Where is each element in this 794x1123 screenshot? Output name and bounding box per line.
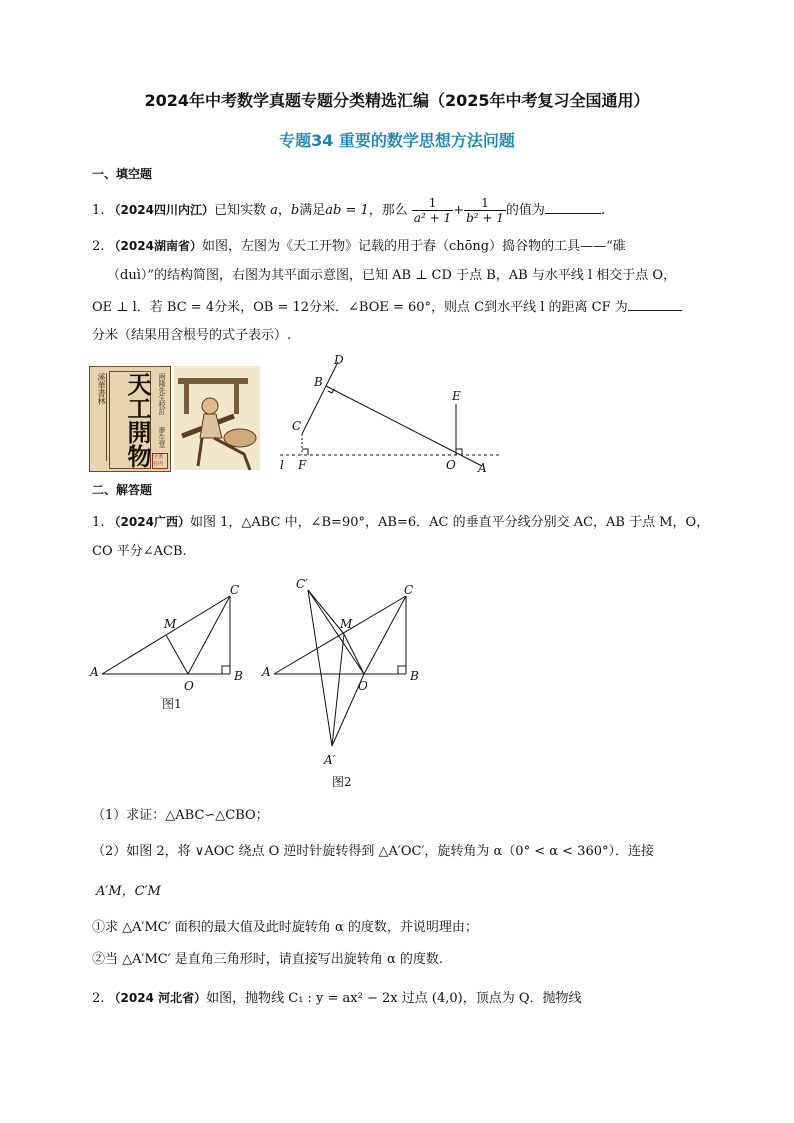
fig2-label-M: M (340, 617, 353, 631)
separator: ， (277, 203, 291, 218)
question-1-part-3: ①求 △A′MC′ 面积的最大值及此时旋转角 α 的度数，并说明理由； (92, 920, 478, 935)
fraction-denominator: a² + 1 (413, 211, 452, 225)
fig2-caption: 图2 (332, 775, 352, 789)
label-F: F (298, 458, 307, 472)
question-text: 如图，左图为《天工开物》记载的用于舂（chōng）捣谷物的工具——“碓 (201, 239, 626, 254)
question-number: 2. (92, 239, 105, 254)
plus-sign: + (453, 203, 465, 218)
figure-1-triangle (88, 580, 248, 716)
question-text: 如图，抛物线 C₁ : y = ax² − 2x 过点 (4,0)，顶点为 Q．抛物线 (206, 991, 582, 1006)
fig2-label-C: C (404, 583, 414, 597)
section-fill-blank-heading: 一、填空题 (92, 167, 153, 181)
variable-a: a (270, 203, 278, 218)
label-E: E (452, 389, 461, 403)
period: . (600, 203, 606, 218)
book-stamp: 全書在內 (152, 453, 168, 469)
topic-subtitle: 专题34 重要的数学思想方法问题 (279, 131, 515, 150)
fig2-label-A-prime: A′ (324, 753, 336, 767)
question-2-fill-line-1 (92, 236, 626, 257)
fraction-1 (412, 196, 453, 225)
pestle-worker-illustration (174, 366, 260, 470)
question-text: 已知实数 (213, 203, 266, 218)
fig1-label-A: A (90, 665, 99, 679)
figure-2-rotated-triangle (258, 574, 428, 790)
question-number: 1. (92, 515, 105, 530)
question-source: （2024四川内江） (108, 203, 214, 217)
fraction-denominator: b² + 1 (466, 211, 504, 225)
segment-OC (188, 596, 230, 674)
question-1-part-4: ②当 △A′MC′ 是直角三角形时，请直接写出旋转角 α 的度数. (92, 952, 443, 967)
label-O: O (446, 458, 456, 472)
book-side-right-top: 兩隆先生校訂 (158, 373, 166, 415)
condition: ab = 1 (325, 203, 369, 218)
question-text: ，那么 (368, 203, 408, 218)
question-1-part-2: （2）如图 2，将 ∨AOC 绕点 O 逆时针旋转得到 △A′OC′，旋转角为 α（0° < α < 360°）．连接 (92, 844, 654, 859)
segment-AC (274, 596, 406, 674)
segment-DC (302, 362, 338, 434)
label-A: A (478, 461, 487, 475)
fig1-label-C: C (230, 583, 240, 597)
segment-OC (364, 596, 406, 674)
segment-MO (166, 635, 188, 674)
question-number: 2. (92, 991, 105, 1006)
book-cover-title: 天工開物 (109, 371, 151, 469)
book-side-left: 溪華書林 (94, 373, 107, 461)
section-solution-heading: 二、解答题 (92, 483, 153, 497)
question-source: （2024 河北省） (108, 991, 207, 1005)
question-2-fill-line-3 (92, 296, 682, 318)
question-2-solution (92, 988, 582, 1009)
question-source: （2024湖南省） (108, 239, 202, 253)
question-1-fill (92, 196, 605, 225)
fig1-caption: 图1 (162, 697, 182, 711)
question-text: 满足 (299, 203, 326, 218)
question-1-solution-line-1 (92, 512, 709, 533)
answer-blank[interactable] (545, 199, 601, 214)
question-source: （2024广西） (108, 515, 190, 529)
document-title: 2024年中考数学真题专题分类精选汇编（2025年中考复习全国通用） (144, 91, 650, 110)
question-2-fill-line-2: （duì）”的结构简图，右图为其平面示意图，已知 AB ⊥ CD 于点 B，AB 与水平线 l 相交于点 O， (107, 268, 677, 283)
fraction-numerator: 1 (464, 196, 506, 211)
tool-geometry-diagram (270, 352, 500, 476)
fig2-label-A: A (262, 665, 271, 679)
right-angle-B (398, 666, 406, 674)
fig1-label-B: B (234, 669, 243, 683)
fig2-label-B: B (410, 669, 419, 683)
answer-blank[interactable] (628, 296, 682, 311)
question-text: 如图 1，△ABC 中，∠B=90°，AB=6．AC 的垂直平分线分别交 AC，AB 于点 M，O， (189, 515, 710, 530)
fraction-2 (464, 196, 506, 225)
question-1-solution-line-2: CO 平分∠ACB. (92, 544, 187, 559)
segment-C1O (308, 590, 364, 674)
question-1-part-1: （1）求证：△ABC∽△CBO； (92, 808, 269, 823)
question-2-fill-line-4: 分米（结果用含根号的式子表示）. (92, 328, 292, 343)
question-text: OE ⊥ l．若 BC = 4分米，OB = 12分米．∠BOE = 60°，则点 C到水平线 l 的距离 CF 为 (92, 300, 628, 315)
fraction-numerator: 1 (412, 196, 453, 211)
book-side-right-bottom: 夢生堂 (158, 427, 166, 448)
book-cover-image (89, 366, 171, 472)
right-angle-B (222, 666, 230, 674)
right-angle-F (302, 449, 308, 455)
question-text: 的值为 (505, 203, 545, 218)
variable-b: b (290, 203, 300, 218)
label-C: C (292, 419, 302, 433)
label-l: l (280, 458, 284, 472)
question-number: 1. (92, 203, 105, 218)
fig1-label-M: M (164, 617, 177, 631)
label-D: D (334, 353, 344, 367)
fig2-label-C-prime: C′ (296, 577, 308, 591)
label-B: B (314, 375, 323, 389)
segment-MO (344, 634, 364, 674)
segment-C1A1 (308, 590, 332, 746)
segment-A1M (332, 634, 344, 746)
question-1-part-2-connect: A′M，C′M (96, 884, 161, 899)
fig1-label-O: O (184, 679, 194, 693)
fig2-label-O: O (358, 679, 368, 693)
